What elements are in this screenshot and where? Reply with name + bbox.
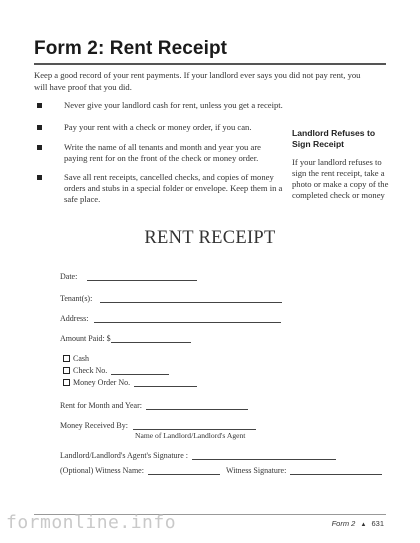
tip-text: Pay your rent with a check or money order, if you can. <box>64 122 252 132</box>
witness-signature-label: Witness Signature: <box>225 466 287 475</box>
tip-item <box>34 122 284 133</box>
signature-input-line[interactable] <box>192 451 336 460</box>
check-checkbox[interactable] <box>63 367 70 374</box>
cash-checkbox[interactable] <box>63 355 70 362</box>
check-number-line[interactable] <box>111 366 169 375</box>
tenants-label: Tenant(s): <box>60 294 93 303</box>
date-label: Date: <box>60 272 78 281</box>
received-by-label: Money Received By: <box>60 421 128 430</box>
tip-item <box>34 100 284 111</box>
date-input-line[interactable] <box>87 272 197 281</box>
signature-label: Landlord/Landlord's Agent's Signature : <box>60 451 188 460</box>
sidebar-text: If your landlord refuses to sign the rent receipt, take a photo or make a copy of the completed check or money <box>292 157 389 200</box>
page-number: 631 <box>371 519 384 528</box>
rent-month-label: Rent for Month and Year: <box>60 401 142 410</box>
witness-signature-line[interactable] <box>290 466 382 475</box>
watermark: formonline.info <box>6 512 177 533</box>
rent-month-input-line[interactable] <box>146 401 248 410</box>
tenants-field <box>60 294 282 303</box>
address-field <box>60 314 281 323</box>
intro-paragraph: Keep a good record of your rent payments. If your landlord ever says you did not pay rent, you will have proof that you did. <box>34 70 361 92</box>
bullet-square-icon <box>37 145 42 150</box>
tip-text: Save all rent receipts, cancelled checks, and copies of money orders and stubs in a special folder or envelope. Keep them in a safe place. <box>64 172 283 204</box>
received-by-input-line[interactable] <box>133 421 256 430</box>
money-order-number-line[interactable] <box>134 378 197 387</box>
footer-form-label: Form 2 <box>331 519 356 528</box>
bullet-square-icon <box>37 103 42 108</box>
received-by-caption: Name of Landlord/Landlord's Agent <box>135 431 246 440</box>
money-order-option[interactable] <box>63 378 197 387</box>
address-input-line[interactable] <box>94 314 281 323</box>
date-field <box>60 272 197 281</box>
amount-label: Amount Paid: $ <box>60 334 111 343</box>
received-by-field <box>60 421 256 430</box>
tips-list <box>34 100 284 205</box>
cash-option[interactable] <box>63 354 89 363</box>
sidebar-heading: Landlord Refuses to Sign Receipt <box>292 128 376 149</box>
tip-item <box>34 172 284 205</box>
amount-input-line[interactable] <box>111 334 191 343</box>
check-option[interactable] <box>63 366 169 375</box>
amount-field <box>60 334 191 343</box>
witness-field <box>60 466 382 475</box>
tip-text: Never give your landlord cash for rent, unless you get a receipt. <box>64 100 283 110</box>
witness-name-line[interactable] <box>148 466 220 475</box>
witness-name-label: (Optional) Witness Name: <box>60 466 144 475</box>
tip-text: Write the name of all tenants and month and year you are paying rent for on the front of the check or money order. <box>64 142 261 163</box>
receipt-title: RENT RECEIPT <box>144 228 276 248</box>
signature-field <box>60 451 336 460</box>
page-footer <box>332 519 384 528</box>
bullet-square-icon <box>37 175 42 180</box>
tip-item <box>34 142 284 164</box>
address-label: Address: <box>60 314 89 323</box>
money-order-checkbox[interactable] <box>63 379 70 386</box>
form-title: Form 2: Rent Receipt <box>34 38 228 59</box>
bullet-square-icon <box>37 125 42 130</box>
title-divider <box>34 63 386 65</box>
rent-month-field <box>60 401 248 410</box>
cash-label: Cash <box>73 354 89 363</box>
tenants-input-line[interactable] <box>100 294 282 303</box>
money-order-label: Money Order No. <box>73 378 131 387</box>
check-label: Check No. <box>73 366 108 375</box>
triangle-icon: ▲ <box>360 522 367 528</box>
